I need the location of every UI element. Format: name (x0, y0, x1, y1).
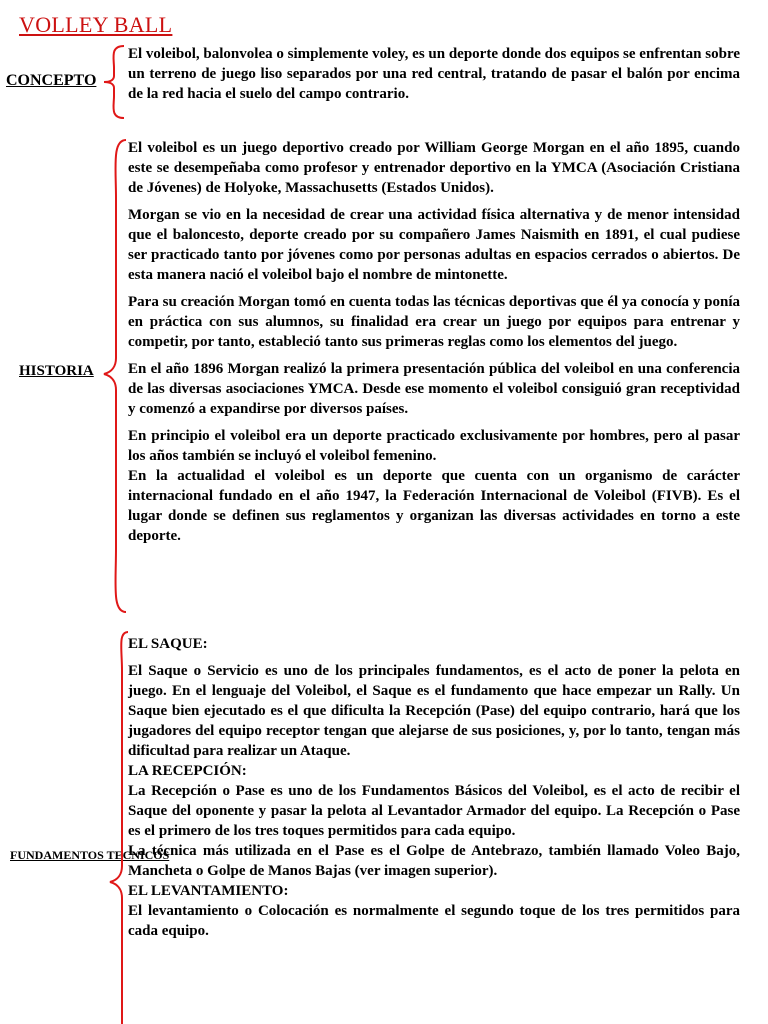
historia-brace (100, 138, 130, 616)
concepto-section (128, 44, 740, 104)
recepcion-text: La Recepción o Pase es uno de los Fundamentos Básicos del Voleibol, es el acto de recibir el Saque del oponente y pasar la pelota al Levantador Armador del equipo. La Recepción o Pase es el primero de los tres toques permitidos para cada equipo. (128, 783, 740, 839)
saque-heading: EL SAQUE: (128, 636, 208, 652)
historia-label: HISTORIA (19, 363, 94, 379)
historia-paragraph: El voleibol es un juego deportivo creado por William George Morgan en el año 1895, cuando este se desempeñaba como profesor y entrenador deportivo en la YMCA (Asociación Cristiana de Jóvenes) de Holyoke, Massachusetts (Estados Unidos). (128, 140, 740, 196)
historia-paragraph: En la actualidad el voleibol es un deporte que cuenta con un organismo de carácter internacional fundado en el año 1947, la Federación Internacional de Voleibol (FIVB). Es el lugar donde se definen sus reglamentos y organizan las diversas actividades en torno a este deporte. (128, 468, 740, 544)
recepcion-text: La técnica más utilizada en el Pase es el Golpe de Antebrazo, también llamado Voleo Bajo, Mancheta o Golpe de Manos Bajas (ver imagen superior). (128, 843, 740, 879)
recepcion-heading: LA RECEPCIÓN: (128, 763, 247, 779)
page-title: VOLLEY BALL (19, 12, 173, 37)
historia-section (128, 138, 740, 546)
historia-paragraph: En principio el voleibol era un deporte practicado exclusivamente por hombres, pero al pasar los años también se incluyó el voleibol femenino. (128, 428, 740, 464)
levantamiento-heading: EL LEVANTAMIENTO: (128, 883, 289, 899)
concepto-brace (100, 44, 130, 120)
historia-paragraph: Morgan se vio en la necesidad de crear una actividad física alternativa y de menor intensidad que el baloncesto, deporte creado por su compañero James Naismith en 1891, el cual pudiese ser practicado tanto por jóvenes como por personas adultas en espacios cerrados o abiertos. De esta manera nació el voleibol bajo el nombre de mintonette. (128, 207, 740, 283)
historia-paragraph: En el año 1896 Morgan realizó la primera presentación pública del voleibol en una conferencia de las diversas asociaciones YMCA. Desde ese momento el voleibol consiguió gran receptividad y comenzó a expandirse por diversos países. (128, 361, 740, 417)
historia-paragraph: Para su creación Morgan tomó en cuenta todas las técnicas deportivas que él ya conocía y ponía en práctica con sus alumnos, su finalidad era crear un juego por equipos para entrenar y competir, por tanto, estableció tanto sus primeras reglas como los elementos del juego. (128, 294, 740, 350)
concepto-text: El voleibol, balonvolea o simplemente voley, es un deporte donde dos equipos se enfrentan sobre un terreno de juego liso separados por una red central, tratando de pasar el balón por encima de la red hacia el suelo del campo contrario. (128, 46, 740, 102)
fundamentos-section (128, 634, 740, 941)
levantamiento-text: El levantamiento o Colocación es normalmente el segundo toque de los tres permitidos para cada equipo. (128, 903, 740, 939)
fundamentos-label: FUNDAMENTOS TECNICOS (10, 848, 170, 862)
concepto-label: CONCEPTO (6, 72, 97, 89)
saque-text: El Saque o Servicio es uno de los principales fundamentos, es el acto de poner la pelota en juego. En el lenguaje del Voleibol, el Saque es el fundamento que hace empezar un Rally. Un Saque bien ejecutado es el que dificulta la Recepción (Pase) del equipo contrario, hará que los jugadores del equipo receptor tengan que alejarse de sus posiciones, y, por lo tanto, tengan más dificultad para realizar un Ataque. (128, 663, 740, 759)
